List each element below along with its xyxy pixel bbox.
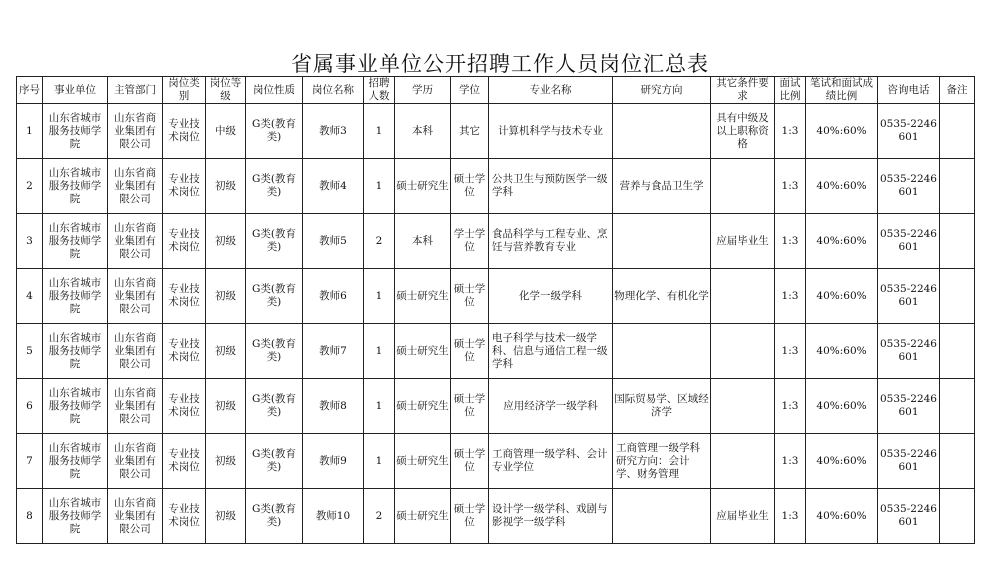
table-cell: 山东省商业集团有限公司 xyxy=(108,104,163,159)
table-cell xyxy=(940,104,975,159)
table-cell: 山东省商业集团有限公司 xyxy=(108,489,163,544)
table-cell xyxy=(711,379,775,434)
table-cell xyxy=(711,434,775,489)
table-cell: 硕士研究生 xyxy=(395,489,451,544)
table-cell xyxy=(613,214,711,269)
header-cell: 面试比例 xyxy=(775,77,806,104)
table-cell: 初级 xyxy=(206,489,246,544)
table-cell: 教师6 xyxy=(303,269,364,324)
table-cell: 硕士学位 xyxy=(451,434,489,489)
table-cell: 专业技术岗位 xyxy=(163,379,206,434)
table-cell xyxy=(711,159,775,214)
table-cell: 山东省城市服务技师学院 xyxy=(43,269,108,324)
table-cell: 0535-2246601 xyxy=(878,269,940,324)
table-cell: G类(教育类) xyxy=(246,379,303,434)
document-title: 省属事业单位公开招聘工作人员岗位汇总表 xyxy=(291,52,709,76)
header-row xyxy=(17,77,975,104)
table-cell: 2 xyxy=(17,159,43,214)
table-cell: 工商管理一级学科、会计专业学位 xyxy=(489,434,613,489)
table-cell xyxy=(940,324,975,379)
header-cell: 事业单位 xyxy=(43,77,108,104)
table-cell: 40%:60% xyxy=(806,269,878,324)
table-cell: 0535-2246601 xyxy=(878,324,940,379)
table-cell: G类(教育类) xyxy=(246,324,303,379)
header-cell: 学历 xyxy=(395,77,451,104)
table-cell: 初级 xyxy=(206,159,246,214)
table-cell: 公共卫生与预防医学一级学科 xyxy=(489,159,613,214)
table-cell: 教师10 xyxy=(303,489,364,544)
table-cell: 1:3 xyxy=(775,434,806,489)
table-cell: 初级 xyxy=(206,269,246,324)
table-cell: 40%:60% xyxy=(806,379,878,434)
table-cell: 0535-2246601 xyxy=(878,379,940,434)
table-row xyxy=(17,269,975,324)
table-cell: 1:3 xyxy=(775,324,806,379)
header-cell: 咨询电话 xyxy=(878,77,940,104)
table-cell: 40%:60% xyxy=(806,489,878,544)
table-cell: 0535-2246601 xyxy=(878,104,940,159)
table-cell: 教师4 xyxy=(303,159,364,214)
table-cell: 0535-2246601 xyxy=(878,434,940,489)
table-cell xyxy=(613,489,711,544)
table-cell: 2 xyxy=(364,489,395,544)
table-cell: 山东省商业集团有限公司 xyxy=(108,324,163,379)
table-cell: 电子科学与技术一级学科、信息与通信工程一级学科 xyxy=(489,324,613,379)
table-cell: G类(教育类) xyxy=(246,104,303,159)
table-cell: 1 xyxy=(364,104,395,159)
table-cell xyxy=(940,269,975,324)
table-cell: 硕士学位 xyxy=(451,379,489,434)
table-cell: 硕士研究生 xyxy=(395,269,451,324)
table-cell: 硕士学位 xyxy=(451,324,489,379)
table-cell: 0535-2246601 xyxy=(878,159,940,214)
table-cell: 40%:60% xyxy=(806,434,878,489)
table-row xyxy=(17,104,975,159)
table-cell: 0535-2246601 xyxy=(878,214,940,269)
table-cell: 5 xyxy=(17,324,43,379)
table-cell: 其它 xyxy=(451,104,489,159)
table-cell: 硕士学位 xyxy=(451,159,489,214)
table-cell: 40%:60% xyxy=(806,159,878,214)
table-cell: 山东省商业集团有限公司 xyxy=(108,159,163,214)
header-cell: 其它条件要求 xyxy=(711,77,775,104)
table-cell: 1:3 xyxy=(775,269,806,324)
header-cell: 主管部门 xyxy=(108,77,163,104)
table-cell: 山东省商业集团有限公司 xyxy=(108,214,163,269)
table-cell: 教师5 xyxy=(303,214,364,269)
table-cell: 专业技术岗位 xyxy=(163,324,206,379)
table-row xyxy=(17,324,975,379)
table-cell: 山东省商业集团有限公司 xyxy=(108,434,163,489)
table-cell: 山东省商业集团有限公司 xyxy=(108,379,163,434)
table-cell: 初级 xyxy=(206,324,246,379)
table-cell: 1 xyxy=(364,434,395,489)
table-cell: 硕士研究生 xyxy=(395,379,451,434)
table-cell: 教师9 xyxy=(303,434,364,489)
table-cell xyxy=(940,434,975,489)
table-cell: 本科 xyxy=(395,214,451,269)
table-cell: 国际贸易学、区域经济学 xyxy=(613,379,711,434)
table-row xyxy=(17,434,975,489)
header-cell: 备注 xyxy=(940,77,975,104)
table-cell: 学士学位 xyxy=(451,214,489,269)
table-cell: 1:3 xyxy=(775,159,806,214)
table-cell: 专业技术岗位 xyxy=(163,269,206,324)
table-cell: 初级 xyxy=(206,379,246,434)
table-cell: G类(教育类) xyxy=(246,489,303,544)
table-cell: 本科 xyxy=(395,104,451,159)
table-row xyxy=(17,379,975,434)
table-cell: 1 xyxy=(364,159,395,214)
table-cell: 物理化学、有机化学 xyxy=(613,269,711,324)
header-cell: 岗位等级 xyxy=(206,77,246,104)
table-cell: 3 xyxy=(17,214,43,269)
table-cell: 硕士学位 xyxy=(451,489,489,544)
table-cell: 初级 xyxy=(206,434,246,489)
table-cell: 教师7 xyxy=(303,324,364,379)
table-cell: 硕士研究生 xyxy=(395,324,451,379)
table-cell: 山东省城市服务技师学院 xyxy=(43,324,108,379)
table-row xyxy=(17,214,975,269)
table-cell: 应届毕业生 xyxy=(711,214,775,269)
table-cell: 山东省城市服务技师学院 xyxy=(43,489,108,544)
header-cell: 序号 xyxy=(17,77,43,104)
table-cell: 山东省城市服务技师学院 xyxy=(43,104,108,159)
table-cell: G类(教育类) xyxy=(246,434,303,489)
table-cell: 营养与食品卫生学 xyxy=(613,159,711,214)
table-cell: 1:3 xyxy=(775,489,806,544)
header-cell: 岗位类别 xyxy=(163,77,206,104)
table-cell xyxy=(940,214,975,269)
table-cell: 8 xyxy=(17,489,43,544)
table-cell: 教师8 xyxy=(303,379,364,434)
table-cell: 1 xyxy=(17,104,43,159)
table-cell xyxy=(613,104,711,159)
table-cell: 硕士学位 xyxy=(451,269,489,324)
header-cell: 笔试和面试成绩比例 xyxy=(806,77,878,104)
table-cell: 专业技术岗位 xyxy=(163,434,206,489)
table-cell xyxy=(613,324,711,379)
table-cell: 设计学一级学科、戏剧与影视学一级学科 xyxy=(489,489,613,544)
table-cell: 40%:60% xyxy=(806,104,878,159)
table-cell: 应用经济学一级学科 xyxy=(489,379,613,434)
header-cell: 研究方向 xyxy=(613,77,711,104)
table-cell: 山东省城市服务技师学院 xyxy=(43,434,108,489)
table-cell: 食品科学与工程专业、烹饪与营养教育专业 xyxy=(489,214,613,269)
table-cell: 1 xyxy=(364,269,395,324)
table-cell: G类(教育类) xyxy=(246,269,303,324)
table-cell: 40%:60% xyxy=(806,214,878,269)
table-cell: 2 xyxy=(364,214,395,269)
table-cell: 应届毕业生 xyxy=(711,489,775,544)
table-cell: 山东省城市服务技师学院 xyxy=(43,214,108,269)
table-cell: 初级 xyxy=(206,214,246,269)
header-cell: 专业名称 xyxy=(489,77,613,104)
table-cell: 硕士研究生 xyxy=(395,159,451,214)
table-cell: 山东省城市服务技师学院 xyxy=(43,379,108,434)
table-cell: 1 xyxy=(364,324,395,379)
table-body xyxy=(17,104,975,544)
header-cell: 岗位名称 xyxy=(303,77,364,104)
table-cell: 1 xyxy=(364,379,395,434)
table-cell: 中级 xyxy=(206,104,246,159)
table-cell xyxy=(940,489,975,544)
header-cell: 招聘人数 xyxy=(364,77,395,104)
table-cell: 0535-2246601 xyxy=(878,489,940,544)
table-cell: 计算机科学与技术专业 xyxy=(489,104,613,159)
table-cell: 山东省商业集团有限公司 xyxy=(108,269,163,324)
table-cell: 7 xyxy=(17,434,43,489)
header-cell: 学位 xyxy=(451,77,489,104)
positions-table xyxy=(16,76,975,544)
table-cell: 1:3 xyxy=(775,104,806,159)
table-cell: 专业技术岗位 xyxy=(163,489,206,544)
table-cell: 4 xyxy=(17,269,43,324)
table-cell: 专业技术岗位 xyxy=(163,214,206,269)
table-cell: 化学一级学科 xyxy=(489,269,613,324)
table-cell: 硕士研究生 xyxy=(395,434,451,489)
table-cell: G类(教育类) xyxy=(246,159,303,214)
table-cell xyxy=(711,324,775,379)
table-cell: 6 xyxy=(17,379,43,434)
table-cell: 1:3 xyxy=(775,379,806,434)
table-cell: G类(教育类) xyxy=(246,214,303,269)
table-row xyxy=(17,159,975,214)
table-row xyxy=(17,489,975,544)
table-cell: 山东省城市服务技师学院 xyxy=(43,159,108,214)
table-cell: 40%:60% xyxy=(806,324,878,379)
table-cell xyxy=(940,159,975,214)
table-cell xyxy=(940,379,975,434)
table-cell: 专业技术岗位 xyxy=(163,159,206,214)
table-cell: 教师3 xyxy=(303,104,364,159)
table-cell: 工商管理一级学科研究方向：会计学、财务管理 xyxy=(613,434,711,489)
header-cell: 岗位性质 xyxy=(246,77,303,104)
table-cell: 专业技术岗位 xyxy=(163,104,206,159)
table-cell: 具有中级及以上职称资格 xyxy=(711,104,775,159)
table-cell xyxy=(711,269,775,324)
table-cell: 1:3 xyxy=(775,214,806,269)
